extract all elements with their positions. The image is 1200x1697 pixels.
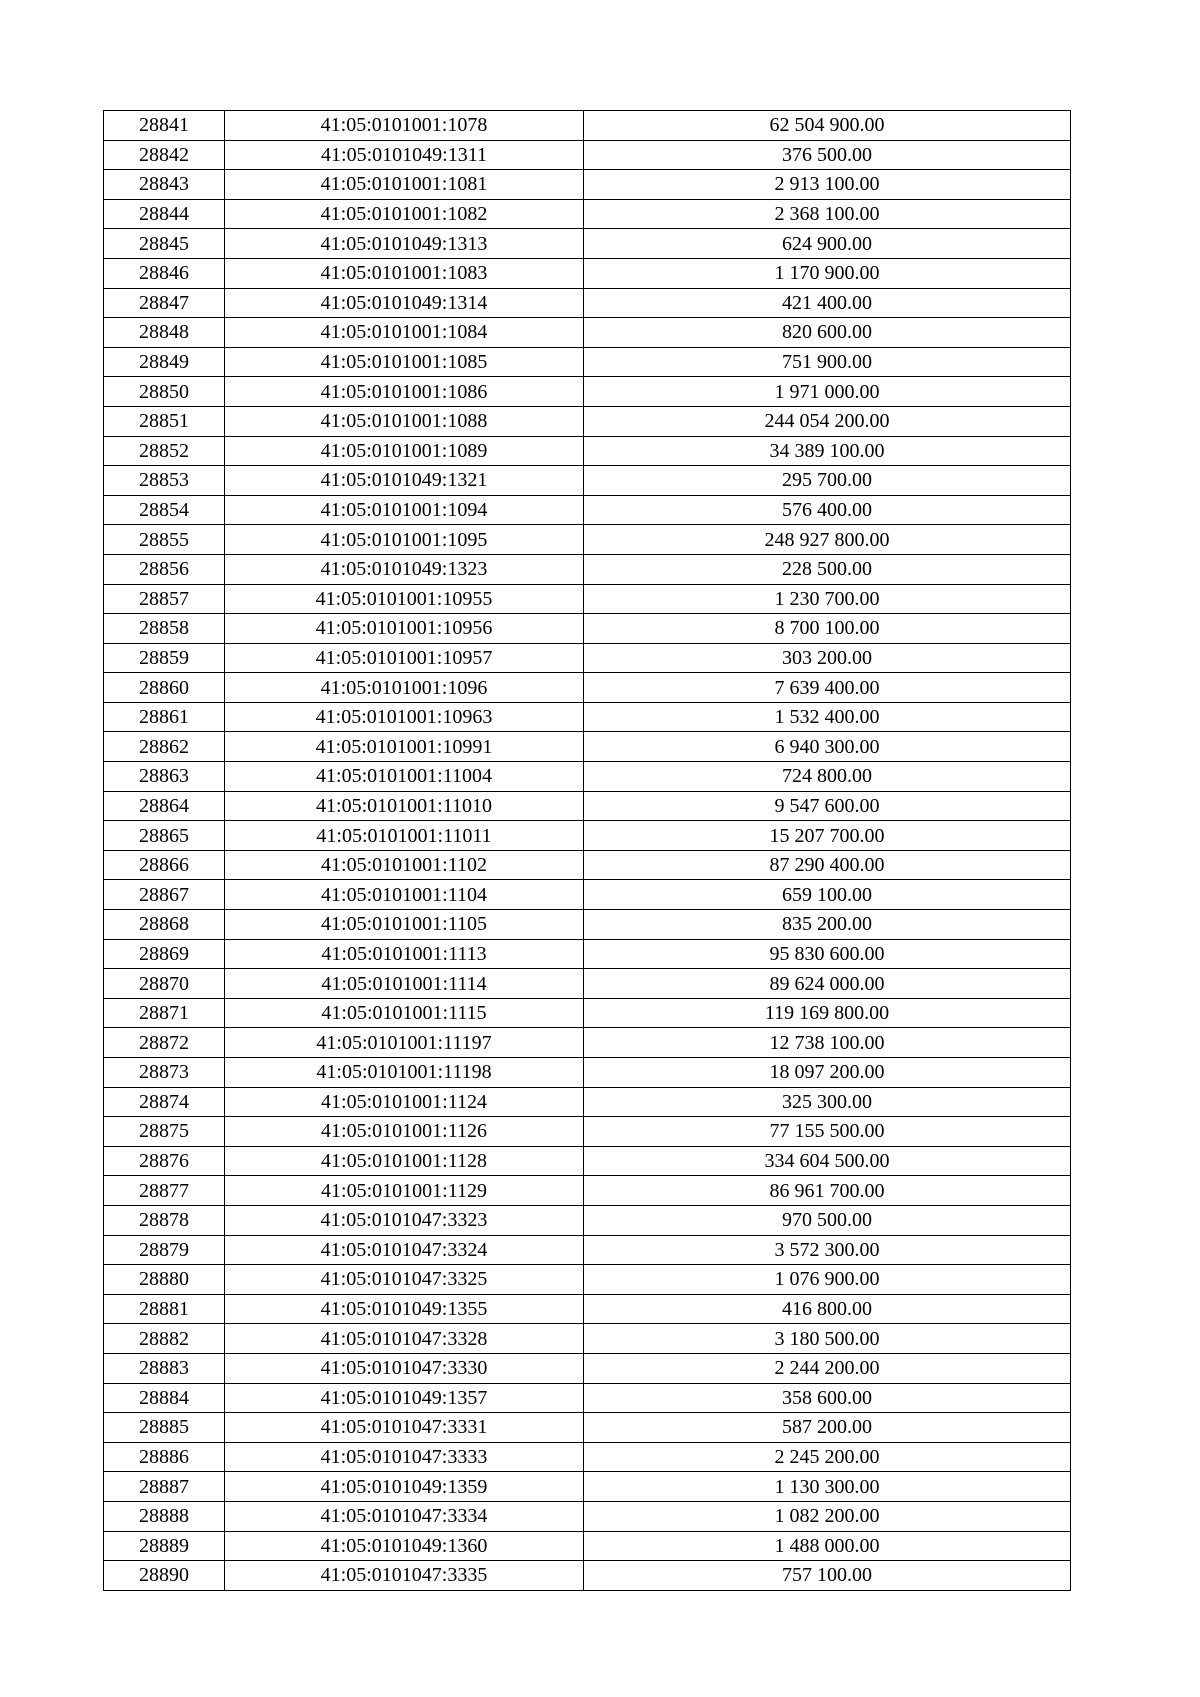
table-row	[104, 821, 1071, 851]
row-number-cell: 28851	[104, 406, 225, 436]
row-number-cell: 28877	[104, 1176, 225, 1206]
row-number-cell: 28852	[104, 436, 225, 466]
row-number-cell: 28882	[104, 1324, 225, 1354]
table-row	[104, 910, 1071, 940]
table-row	[104, 732, 1071, 762]
cadastral-value-cell: 2 244 200.00	[584, 1353, 1071, 1383]
table-row	[104, 702, 1071, 732]
table-row	[104, 791, 1071, 821]
table-row	[104, 1265, 1071, 1295]
cadastral-number-cell: 41:05:0101001:1102	[225, 850, 584, 880]
cadastral-value-cell: 295 700.00	[584, 466, 1071, 496]
table-row	[104, 1176, 1071, 1206]
cadastral-number-cell: 41:05:0101001:1082	[225, 199, 584, 229]
cadastral-value-cell: 1 532 400.00	[584, 702, 1071, 732]
cadastral-number-cell: 41:05:0101001:1105	[225, 910, 584, 940]
row-number-cell: 28862	[104, 732, 225, 762]
table-row	[104, 1087, 1071, 1117]
row-number-cell: 28859	[104, 643, 225, 673]
cadastral-value-cell: 1 230 700.00	[584, 584, 1071, 614]
table-row	[104, 495, 1071, 525]
cadastral-value-cell: 95 830 600.00	[584, 939, 1071, 969]
cadastral-number-cell: 41:05:0101001:1104	[225, 880, 584, 910]
table-row	[104, 584, 1071, 614]
cadastral-number-cell: 41:05:0101001:1083	[225, 258, 584, 288]
cadastral-value-cell: 15 207 700.00	[584, 821, 1071, 851]
row-number-cell: 28855	[104, 525, 225, 555]
row-number-cell: 28874	[104, 1087, 225, 1117]
cadastral-value-cell: 376 500.00	[584, 140, 1071, 170]
cadastral-number-cell: 41:05:0101001:11004	[225, 762, 584, 792]
cadastral-number-cell: 41:05:0101047:3325	[225, 1265, 584, 1295]
row-number-cell: 28850	[104, 377, 225, 407]
cadastral-number-cell: 41:05:0101001:1089	[225, 436, 584, 466]
cadastral-value-cell: 87 290 400.00	[584, 850, 1071, 880]
cadastral-number-cell: 41:05:0101001:10956	[225, 614, 584, 644]
cadastral-value-cell: 624 900.00	[584, 229, 1071, 259]
row-number-cell: 28887	[104, 1472, 225, 1502]
cadastral-value-cell: 835 200.00	[584, 910, 1071, 940]
table-row	[104, 199, 1071, 229]
cadastral-value-cell: 2 913 100.00	[584, 170, 1071, 200]
cadastral-value-cell: 3 572 300.00	[584, 1235, 1071, 1265]
table-row	[104, 1058, 1071, 1088]
row-number-cell: 28846	[104, 258, 225, 288]
table-row	[104, 347, 1071, 377]
table-row	[104, 111, 1071, 141]
table-row	[104, 1501, 1071, 1531]
table-row	[104, 1235, 1071, 1265]
cadastral-value-cell: 12 738 100.00	[584, 1028, 1071, 1058]
row-number-cell: 28878	[104, 1205, 225, 1235]
cadastral-number-cell: 41:05:0101001:1095	[225, 525, 584, 555]
cadastral-value-cell: 421 400.00	[584, 288, 1071, 318]
row-number-cell: 28856	[104, 554, 225, 584]
cadastral-number-cell: 41:05:0101049:1321	[225, 466, 584, 496]
table-row	[104, 554, 1071, 584]
row-number-cell: 28867	[104, 880, 225, 910]
row-number-cell: 28889	[104, 1531, 225, 1561]
row-number-cell: 28847	[104, 288, 225, 318]
cadastral-number-cell: 41:05:0101049:1360	[225, 1531, 584, 1561]
row-number-cell: 28857	[104, 584, 225, 614]
row-number-cell: 28883	[104, 1353, 225, 1383]
table-row	[104, 466, 1071, 496]
row-number-cell: 28868	[104, 910, 225, 940]
table-row	[104, 1205, 1071, 1235]
row-number-cell: 28888	[104, 1501, 225, 1531]
cadastral-value-cell: 358 600.00	[584, 1383, 1071, 1413]
cadastral-value-cell: 6 940 300.00	[584, 732, 1071, 762]
row-number-cell: 28886	[104, 1442, 225, 1472]
cadastral-number-cell: 41:05:0101049:1357	[225, 1383, 584, 1413]
row-number-cell: 28863	[104, 762, 225, 792]
cadastral-value-cell: 7 639 400.00	[584, 673, 1071, 703]
table-row	[104, 614, 1071, 644]
cadastral-number-cell: 41:05:0101001:10963	[225, 702, 584, 732]
cadastral-value-cell: 119 169 800.00	[584, 998, 1071, 1028]
cadastral-value-cell: 62 504 900.00	[584, 111, 1071, 141]
table-row	[104, 436, 1071, 466]
row-number-cell: 28860	[104, 673, 225, 703]
row-number-cell: 28869	[104, 939, 225, 969]
row-number-cell: 28880	[104, 1265, 225, 1295]
cadastral-value-cell: 970 500.00	[584, 1205, 1071, 1235]
row-number-cell: 28845	[104, 229, 225, 259]
cadastral-value-cell: 1 488 000.00	[584, 1531, 1071, 1561]
table-row	[104, 939, 1071, 969]
cadastral-number-cell: 41:05:0101001:1124	[225, 1087, 584, 1117]
cadastral-number-cell: 41:05:0101001:1114	[225, 969, 584, 999]
cadastral-value-cell: 1 170 900.00	[584, 258, 1071, 288]
cadastral-number-cell: 41:05:0101047:3323	[225, 1205, 584, 1235]
cadastral-number-cell: 41:05:0101001:1126	[225, 1117, 584, 1147]
row-number-cell: 28875	[104, 1117, 225, 1147]
cadastral-value-table	[103, 110, 1071, 1591]
row-number-cell: 28843	[104, 170, 225, 200]
row-number-cell: 28848	[104, 318, 225, 348]
table-row	[104, 1324, 1071, 1354]
table-row	[104, 998, 1071, 1028]
cadastral-value-cell: 334 604 500.00	[584, 1146, 1071, 1176]
table-row	[104, 969, 1071, 999]
table-row	[104, 643, 1071, 673]
table-row	[104, 229, 1071, 259]
cadastral-value-cell: 724 800.00	[584, 762, 1071, 792]
table-body	[104, 111, 1071, 1591]
table-row	[104, 1472, 1071, 1502]
cadastral-value-cell: 86 961 700.00	[584, 1176, 1071, 1206]
table-row	[104, 406, 1071, 436]
table-row	[104, 1442, 1071, 1472]
table-row	[104, 288, 1071, 318]
cadastral-number-cell: 41:05:0101047:3330	[225, 1353, 584, 1383]
row-number-cell: 28873	[104, 1058, 225, 1088]
table-row	[104, 318, 1071, 348]
cadastral-value-cell: 228 500.00	[584, 554, 1071, 584]
cadastral-number-cell: 41:05:0101047:3328	[225, 1324, 584, 1354]
cadastral-value-cell: 1 076 900.00	[584, 1265, 1071, 1295]
cadastral-number-cell: 41:05:0101001:1113	[225, 939, 584, 969]
table-row	[104, 1531, 1071, 1561]
cadastral-number-cell: 41:05:0101001:11197	[225, 1028, 584, 1058]
table-row	[104, 525, 1071, 555]
cadastral-value-cell: 244 054 200.00	[584, 406, 1071, 436]
cadastral-number-cell: 41:05:0101047:3334	[225, 1501, 584, 1531]
cadastral-value-cell: 18 097 200.00	[584, 1058, 1071, 1088]
row-number-cell: 28876	[104, 1146, 225, 1176]
row-number-cell: 28861	[104, 702, 225, 732]
table-row	[104, 1561, 1071, 1591]
cadastral-number-cell: 41:05:0101001:1094	[225, 495, 584, 525]
cadastral-number-cell: 41:05:0101001:1086	[225, 377, 584, 407]
row-number-cell: 28844	[104, 199, 225, 229]
cadastral-value-cell: 8 700 100.00	[584, 614, 1071, 644]
cadastral-number-cell: 41:05:0101001:10957	[225, 643, 584, 673]
row-number-cell: 28853	[104, 466, 225, 496]
table-row	[104, 258, 1071, 288]
cadastral-number-cell: 41:05:0101047:3324	[225, 1235, 584, 1265]
row-number-cell: 28865	[104, 821, 225, 851]
table-row	[104, 1028, 1071, 1058]
row-number-cell: 28866	[104, 850, 225, 880]
cadastral-number-cell: 41:05:0101001:1085	[225, 347, 584, 377]
cadastral-number-cell: 41:05:0101049:1311	[225, 140, 584, 170]
cadastral-value-cell: 9 547 600.00	[584, 791, 1071, 821]
cadastral-number-cell: 41:05:0101001:1096	[225, 673, 584, 703]
table-row	[104, 1117, 1071, 1147]
table-row	[104, 1413, 1071, 1443]
row-number-cell: 28890	[104, 1561, 225, 1591]
cadastral-number-cell: 41:05:0101001:1115	[225, 998, 584, 1028]
table-row	[104, 377, 1071, 407]
cadastral-value-cell: 325 300.00	[584, 1087, 1071, 1117]
cadastral-number-cell: 41:05:0101049:1359	[225, 1472, 584, 1502]
table-row	[104, 880, 1071, 910]
cadastral-value-cell: 576 400.00	[584, 495, 1071, 525]
cadastral-number-cell: 41:05:0101001:11198	[225, 1058, 584, 1088]
cadastral-value-cell: 2 245 200.00	[584, 1442, 1071, 1472]
cadastral-value-cell: 820 600.00	[584, 318, 1071, 348]
cadastral-value-cell: 89 624 000.00	[584, 969, 1071, 999]
table-row	[104, 1146, 1071, 1176]
row-number-cell: 28871	[104, 998, 225, 1028]
cadastral-number-cell: 41:05:0101001:10955	[225, 584, 584, 614]
row-number-cell: 28879	[104, 1235, 225, 1265]
cadastral-number-cell: 41:05:0101001:1128	[225, 1146, 584, 1176]
cadastral-number-cell: 41:05:0101001:1129	[225, 1176, 584, 1206]
row-number-cell: 28884	[104, 1383, 225, 1413]
cadastral-number-cell: 41:05:0101001:10991	[225, 732, 584, 762]
row-number-cell: 28842	[104, 140, 225, 170]
cadastral-number-cell: 41:05:0101001:1084	[225, 318, 584, 348]
cadastral-number-cell: 41:05:0101047:3333	[225, 1442, 584, 1472]
cadastral-value-cell: 2 368 100.00	[584, 199, 1071, 229]
cadastral-number-cell: 41:05:0101047:3331	[225, 1413, 584, 1443]
row-number-cell: 28858	[104, 614, 225, 644]
cadastral-number-cell: 41:05:0101001:1081	[225, 170, 584, 200]
cadastral-value-cell: 34 389 100.00	[584, 436, 1071, 466]
row-number-cell: 28872	[104, 1028, 225, 1058]
cadastral-number-cell: 41:05:0101049:1314	[225, 288, 584, 318]
table-row	[104, 850, 1071, 880]
cadastral-value-cell: 757 100.00	[584, 1561, 1071, 1591]
table-row	[104, 1294, 1071, 1324]
cadastral-value-cell: 416 800.00	[584, 1294, 1071, 1324]
cadastral-value-cell: 303 200.00	[584, 643, 1071, 673]
cadastral-number-cell: 41:05:0101049:1355	[225, 1294, 584, 1324]
cadastral-value-cell: 77 155 500.00	[584, 1117, 1071, 1147]
cadastral-value-cell: 587 200.00	[584, 1413, 1071, 1443]
table-row	[104, 1353, 1071, 1383]
row-number-cell: 28841	[104, 111, 225, 141]
cadastral-number-cell: 41:05:0101001:11010	[225, 791, 584, 821]
table-row	[104, 170, 1071, 200]
row-number-cell: 28854	[104, 495, 225, 525]
cadastral-value-cell: 659 100.00	[584, 880, 1071, 910]
cadastral-number-cell: 41:05:0101049:1313	[225, 229, 584, 259]
table-row	[104, 1383, 1071, 1413]
cadastral-value-cell: 3 180 500.00	[584, 1324, 1071, 1354]
cadastral-value-cell: 751 900.00	[584, 347, 1071, 377]
table-row	[104, 140, 1071, 170]
row-number-cell: 28881	[104, 1294, 225, 1324]
cadastral-value-cell: 1 082 200.00	[584, 1501, 1071, 1531]
table-row	[104, 673, 1071, 703]
cadastral-number-cell: 41:05:0101047:3335	[225, 1561, 584, 1591]
cadastral-number-cell: 41:05:0101001:1088	[225, 406, 584, 436]
row-number-cell: 28849	[104, 347, 225, 377]
cadastral-number-cell: 41:05:0101049:1323	[225, 554, 584, 584]
cadastral-value-cell: 1 971 000.00	[584, 377, 1071, 407]
cadastral-number-cell: 41:05:0101001:1078	[225, 111, 584, 141]
table-row	[104, 762, 1071, 792]
cadastral-value-cell: 248 927 800.00	[584, 525, 1071, 555]
row-number-cell: 28870	[104, 969, 225, 999]
row-number-cell: 28864	[104, 791, 225, 821]
cadastral-number-cell: 41:05:0101001:11011	[225, 821, 584, 851]
row-number-cell: 28885	[104, 1413, 225, 1443]
cadastral-value-cell: 1 130 300.00	[584, 1472, 1071, 1502]
